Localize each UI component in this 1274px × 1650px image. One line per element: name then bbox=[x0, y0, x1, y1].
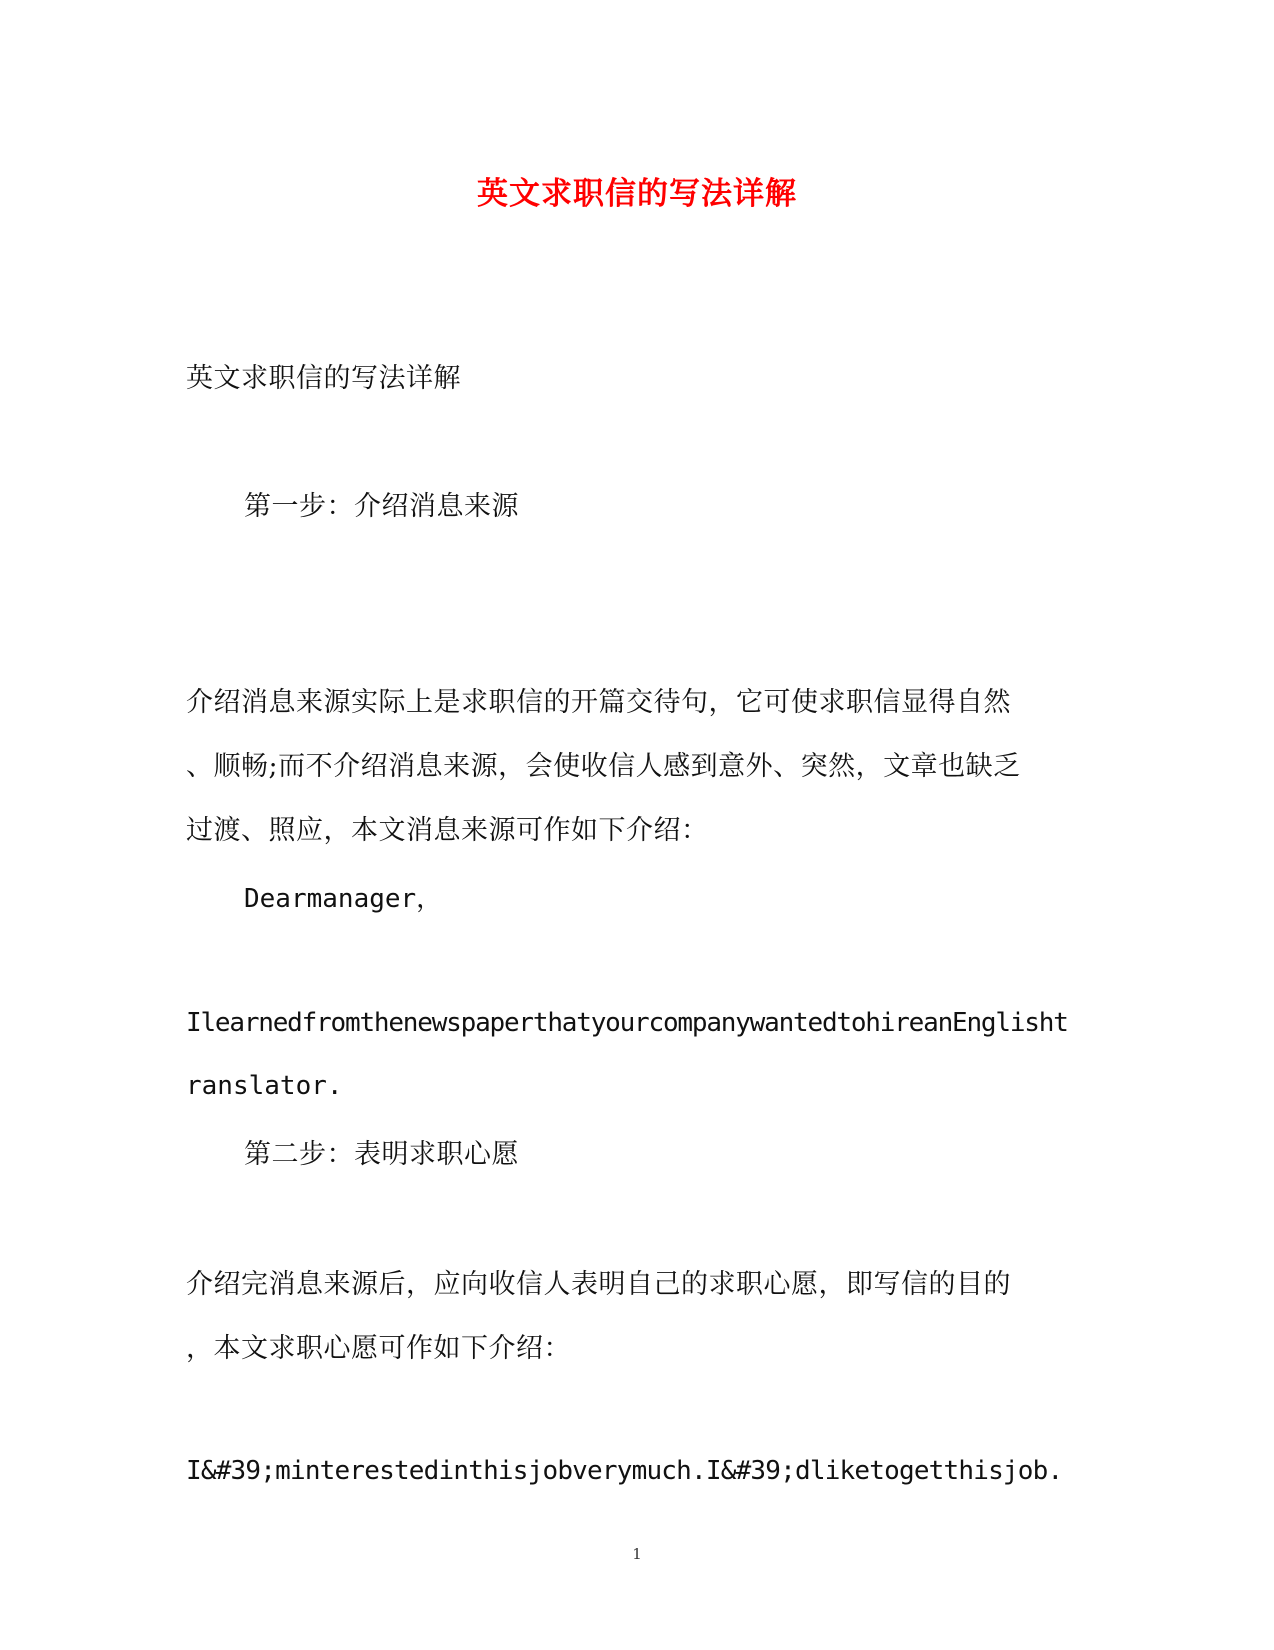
step1-paragraph-line-2: 、顺畅;而不介绍消息来源，会使收信人感到意外、突然，文章也缺乏 bbox=[186, 751, 1021, 782]
step1-paragraph-line-3: 过渡、照应，本文消息来源可作如下介绍： bbox=[186, 815, 709, 846]
step1-paragraph-line-1: 介绍消息来源实际上是求职信的开篇交待句，它可使求职信显得自然 bbox=[186, 687, 1011, 718]
step2-example: I&#39;minterestedinthisjobverymuch.I&#39;dliketogetthisjob. bbox=[186, 1456, 1063, 1486]
step2-label: 第二步：表明求职心愿 bbox=[244, 1139, 519, 1170]
document-title: 英文求职信的写法详解 bbox=[477, 176, 797, 212]
step1-example-line-1: IlearnedfromthenewspaperthatyourcompanywantedtohireanEnglisht bbox=[186, 1008, 1068, 1038]
step2-paragraph-line-1: 介绍完消息来源后，应向收信人表明自己的求职心愿，即写信的目的 bbox=[186, 1269, 1011, 1300]
step2-paragraph-line-2: ，本文求职心愿可作如下介绍： bbox=[186, 1333, 571, 1364]
salutation: Dearmanager， bbox=[244, 884, 443, 914]
step1-example-line-2: ranslator. bbox=[186, 1071, 343, 1101]
step1-label: 第一步：介绍消息来源 bbox=[244, 491, 519, 522]
page-number: 1 bbox=[632, 1545, 642, 1563]
section-heading: 英文求职信的写法详解 bbox=[186, 363, 461, 394]
